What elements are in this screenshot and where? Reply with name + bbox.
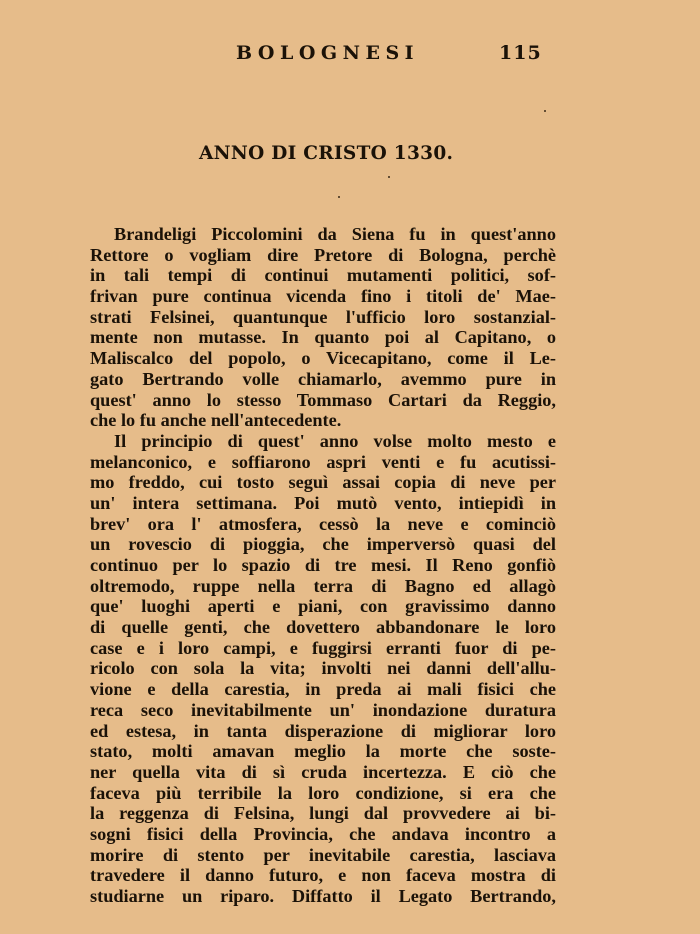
body-text	[90, 224, 556, 907]
paper-speck	[388, 176, 390, 178]
text-line: Maliscalco del popolo, o Vicecapitano, come il Le-	[90, 348, 556, 369]
text-line: Brandeligi Piccolomini da Siena fu in quest'anno	[114, 224, 556, 244]
text-line: oltremodo, ruppe nella terra di Bagno ed allagò	[90, 575, 556, 596]
text-line: Rettore o vogliam dire Pretore di Bologna, perchè	[90, 244, 556, 265]
page-number: 115	[499, 42, 542, 64]
text-line: quest' anno lo stesso Tommaso Cartari da Reggio,	[90, 389, 556, 410]
running-head	[0, 42, 700, 70]
text-line: un' intera settimana. Poi mutò vento, intiepidì in	[90, 492, 556, 513]
text-line: ner quella vita di sì cruda incertezza. E ciò che	[90, 761, 556, 782]
text-line: mo freddo, cui tosto seguì assai copia di neve per	[90, 472, 556, 493]
text-line: continuo per lo spazio di tre mesi. Il Reno gonfiò	[90, 555, 556, 575]
paragraph-1	[90, 224, 556, 431]
text-line: case e i loro campi, e fuggirsi erranti fuor di pe-	[90, 637, 556, 658]
text-line: que' luoghi aperti e piani, con gravissimo danno	[90, 596, 556, 617]
text-line: un rovescio di pioggia, che imperversò quasi del	[90, 534, 556, 555]
paper-speck	[338, 196, 340, 198]
text-line: travedere il danno futuro, e non faceva mostra di	[90, 865, 556, 886]
text-line: Il principio di quest' anno volse molto mesto e	[114, 430, 556, 451]
text-line: reca seco inevitabilmente un' inondazione duratura	[90, 699, 556, 720]
paragraph-2	[90, 431, 556, 907]
text-line: gato Bertrando volle chiamarlo, avemmo pure in	[90, 368, 556, 389]
text-line: ed estesa, in tanta disperazione di migliorar loro	[90, 720, 556, 741]
text-line: brev' ora l' atmosfera, cessò la neve e cominciò	[90, 513, 556, 534]
text-line: in tali tempi di continui mutamenti politici, sof-	[90, 265, 556, 286]
text-line: strati Felsinei, quantunque l'ufficio loro sostanzial-	[90, 306, 556, 327]
text-line: stato, molti amavan meglio la morte che soste-	[90, 741, 556, 762]
text-line: di quelle genti, che dovettero abbandonare le loro	[90, 617, 556, 638]
paper-speck	[544, 110, 546, 112]
text-line: la reggenza di Felsina, lungi dal provvedere ai bi-	[90, 803, 556, 824]
text-line: frivan pure continua vicenda fino i titoli de' Mae-	[90, 286, 556, 307]
text-line: che lo fu anche nell'antecedente.	[90, 410, 342, 431]
text-line: mente non mutasse. In quanto poi al Capitano, o	[90, 327, 556, 348]
text-line: vione e della carestia, in preda ai mali fisici che	[90, 679, 556, 700]
text-line: studiarne un riparo. Diffatto il Legato Bertrando,	[90, 886, 556, 906]
running-title: BOLOGNESI	[236, 42, 420, 64]
text-line: melanconico, e soffiarono aspri venti e fu acutissi-	[90, 451, 556, 472]
text-line: morire di stento per inevitabile carestia, lasciava	[90, 844, 556, 865]
text-line: sogni fisici della Provincia, che andava incontro a	[90, 823, 556, 844]
section-heading: ANNO DI CRISTO 1330.	[199, 143, 454, 164]
text-line: ricolo con sola la vita; involti nei danni dell'allu-	[90, 658, 556, 679]
text-line: faceva più terribile la loro condizione, si era che	[90, 782, 556, 803]
